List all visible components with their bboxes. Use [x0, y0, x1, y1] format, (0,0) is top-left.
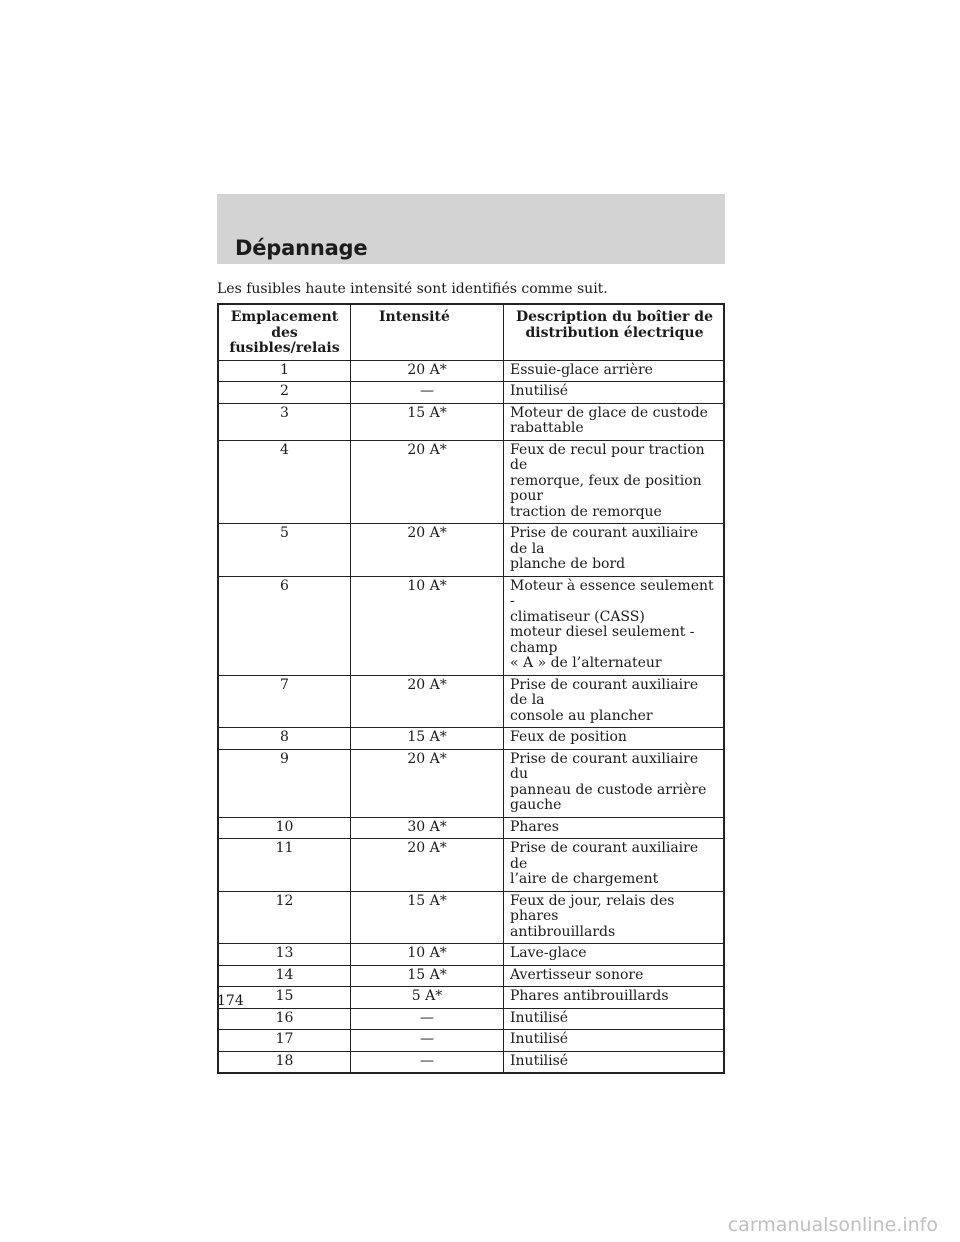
- header-row: [218, 304, 724, 360]
- cell-rating: 15 A*: [351, 965, 504, 987]
- cell-rating: 20 A*: [351, 675, 504, 728]
- table-row: [218, 728, 724, 750]
- cell-location: 18: [218, 1051, 351, 1073]
- cell-rating: 5 A*: [351, 987, 504, 1009]
- header-rating: Intensité: [351, 304, 504, 360]
- cell-description: Essuie-glace arrière: [504, 360, 725, 382]
- section-header-band: [217, 194, 725, 264]
- cell-location: 13: [218, 944, 351, 966]
- table-row: [218, 440, 724, 524]
- fuse-table: [217, 303, 725, 1074]
- cell-location: 1: [218, 360, 351, 382]
- cell-location: 15: [218, 987, 351, 1009]
- page-number: 174: [217, 993, 244, 1009]
- cell-rating: —: [351, 1008, 504, 1030]
- cell-rating: 20 A*: [351, 524, 504, 577]
- header-description: Description du boîtier de distribution électrique: [504, 304, 725, 360]
- cell-description: Inutilisé: [504, 1051, 725, 1073]
- cell-rating: 20 A*: [351, 839, 504, 892]
- cell-rating: 15 A*: [351, 891, 504, 944]
- section-title: Dépannage: [235, 236, 368, 260]
- cell-description: Feux de recul pour traction de remorque, feux de position pour traction de remorque: [504, 440, 725, 524]
- table-row: [218, 1030, 724, 1052]
- header-location: Emplacement des fusibles/relais: [218, 304, 351, 360]
- table-row: [218, 382, 724, 404]
- cell-rating: —: [351, 382, 504, 404]
- cell-location: 11: [218, 839, 351, 892]
- cell-rating: 10 A*: [351, 576, 504, 675]
- table-row: [218, 944, 724, 966]
- cell-description: Prise de courant auxiliaire de l’aire de chargement: [504, 839, 725, 892]
- cell-description: Prise de courant auxiliaire du panneau de custode arrière gauche: [504, 749, 725, 817]
- fuse-table-header: [218, 304, 724, 360]
- cell-description: Moteur à essence seulement - climatiseur (CASS) moteur diesel seulement - champ « A » de l’alternateur: [504, 576, 725, 675]
- table-row: [218, 891, 724, 944]
- table-row: [218, 360, 724, 382]
- cell-rating: 15 A*: [351, 728, 504, 750]
- table-row: [218, 576, 724, 675]
- cell-location: 5: [218, 524, 351, 577]
- cell-description: Inutilisé: [504, 1030, 725, 1052]
- cell-rating: 30 A*: [351, 817, 504, 839]
- cell-location: 2: [218, 382, 351, 404]
- table-row: [218, 965, 724, 987]
- cell-description: Phares antibrouillards: [504, 987, 725, 1009]
- cell-rating: 15 A*: [351, 403, 504, 440]
- cell-location: 14: [218, 965, 351, 987]
- cell-rating: 20 A*: [351, 749, 504, 817]
- cell-location: 9: [218, 749, 351, 817]
- cell-description: Inutilisé: [504, 1008, 725, 1030]
- cell-description: Prise de courant auxiliaire de la planche de bord: [504, 524, 725, 577]
- table-row: [218, 987, 724, 1009]
- table-row: [218, 524, 724, 577]
- cell-description: Avertisseur sonore: [504, 965, 725, 987]
- cell-description: Moteur de glace de custode rabattable: [504, 403, 725, 440]
- watermark: carmanualsonline.info: [727, 1214, 938, 1236]
- cell-rating: 20 A*: [351, 360, 504, 382]
- cell-rating: —: [351, 1051, 504, 1073]
- cell-description: Feux de jour, relais des phares antibrouillards: [504, 891, 725, 944]
- table-row: [218, 675, 724, 728]
- table-row: [218, 1008, 724, 1030]
- intro-text: Les fusibles haute intensité sont identifiés comme suit.: [217, 281, 608, 297]
- cell-location: 3: [218, 403, 351, 440]
- cell-rating: 20 A*: [351, 440, 504, 524]
- cell-description: Phares: [504, 817, 725, 839]
- table-row: [218, 817, 724, 839]
- cell-description: Inutilisé: [504, 382, 725, 404]
- cell-location: 4: [218, 440, 351, 524]
- cell-rating: 10 A*: [351, 944, 504, 966]
- table-row: [218, 403, 724, 440]
- fuse-table-body: [218, 360, 724, 1073]
- cell-rating: —: [351, 1030, 504, 1052]
- cell-description: Prise de courant auxiliaire de la console au plancher: [504, 675, 725, 728]
- cell-location: 8: [218, 728, 351, 750]
- table-row: [218, 1051, 724, 1073]
- cell-description: Feux de position: [504, 728, 725, 750]
- cell-location: 16: [218, 1008, 351, 1030]
- cell-description: Lave-glace: [504, 944, 725, 966]
- table-row: [218, 749, 724, 817]
- cell-location: 7: [218, 675, 351, 728]
- cell-location: 17: [218, 1030, 351, 1052]
- cell-location: 12: [218, 891, 351, 944]
- table-row: [218, 839, 724, 892]
- cell-location: 6: [218, 576, 351, 675]
- cell-location: 10: [218, 817, 351, 839]
